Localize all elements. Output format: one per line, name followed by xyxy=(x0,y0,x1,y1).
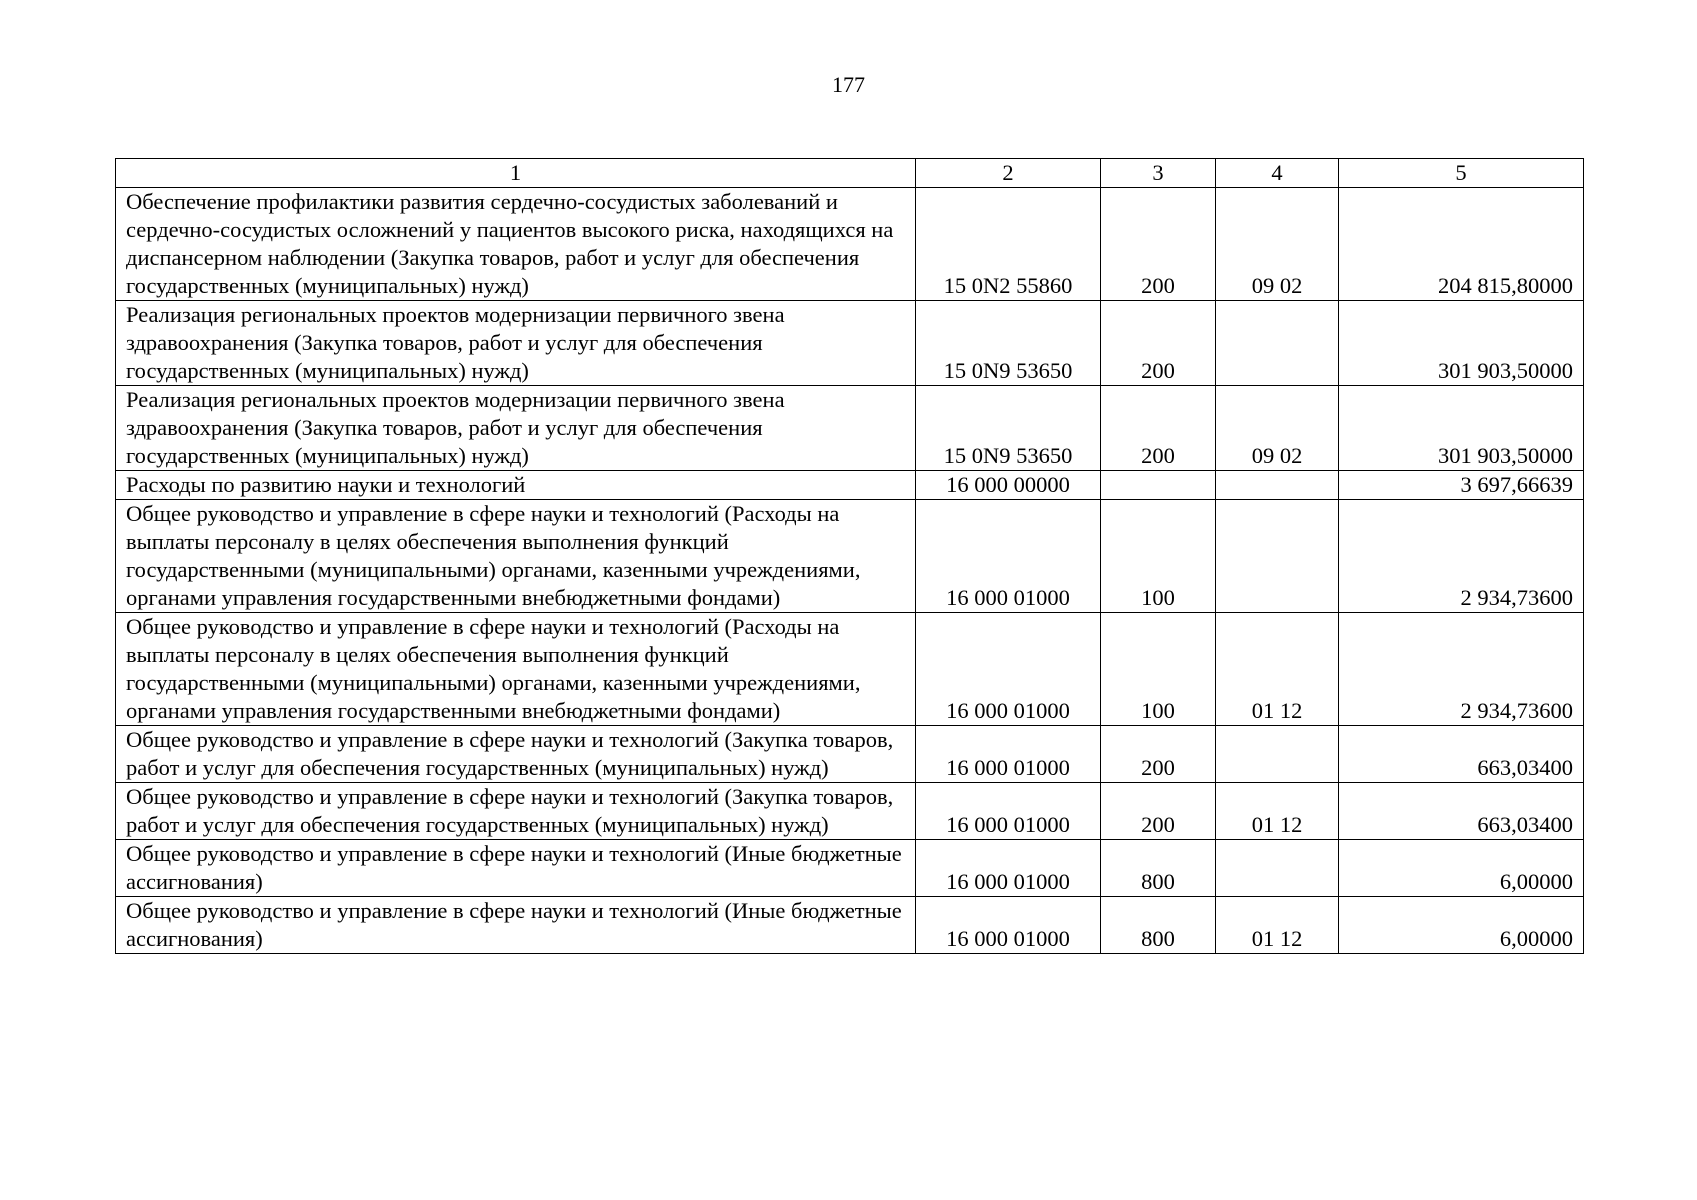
row-amount: 301 903,50000 xyxy=(1339,386,1584,471)
row-section xyxy=(1216,301,1339,386)
table-row xyxy=(116,840,1584,897)
row-description: Общее руководство и управление в сфере науки и технологий (Закупка товаров, работ и услуг для обеспечения государственных (муниципальных) нужд) xyxy=(116,783,916,840)
row-amount: 663,03400 xyxy=(1339,783,1584,840)
column-header: 5 xyxy=(1339,159,1584,188)
row-expense-type: 100 xyxy=(1101,613,1216,726)
table-row xyxy=(116,500,1584,613)
table-header-row xyxy=(116,159,1584,188)
row-section xyxy=(1216,840,1339,897)
row-target-code: 16 000 01000 xyxy=(916,613,1101,726)
row-description: Реализация региональных проектов модернизации первичного звена здравоохранения (Закупка товаров, работ и услуг для обеспечения государственных (муниципальных) нужд) xyxy=(116,301,916,386)
row-section: 01 12 xyxy=(1216,897,1339,954)
row-target-code: 15 0N9 53650 xyxy=(916,386,1101,471)
row-expense-type xyxy=(1101,471,1216,500)
row-section: 09 02 xyxy=(1216,188,1339,301)
row-target-code: 16 000 01000 xyxy=(916,500,1101,613)
table-row xyxy=(116,301,1584,386)
row-expense-type: 100 xyxy=(1101,500,1216,613)
row-section xyxy=(1216,471,1339,500)
row-target-code: 15 0N9 53650 xyxy=(916,301,1101,386)
table-row xyxy=(116,783,1584,840)
row-amount: 3 697,66639 xyxy=(1339,471,1584,500)
row-section: 01 12 xyxy=(1216,783,1339,840)
row-expense-type: 800 xyxy=(1101,897,1216,954)
row-expense-type: 200 xyxy=(1101,301,1216,386)
row-section xyxy=(1216,500,1339,613)
table-row xyxy=(116,188,1584,301)
row-target-code: 16 000 01000 xyxy=(916,840,1101,897)
table-row xyxy=(116,471,1584,500)
page-number: 177 xyxy=(832,72,865,97)
row-amount: 2 934,73600 xyxy=(1339,500,1584,613)
row-section: 01 12 xyxy=(1216,613,1339,726)
table-row xyxy=(116,386,1584,471)
column-header: 4 xyxy=(1216,159,1339,188)
row-amount: 6,00000 xyxy=(1339,840,1584,897)
column-header: 2 xyxy=(916,159,1101,188)
row-amount: 6,00000 xyxy=(1339,897,1584,954)
table-row xyxy=(116,726,1584,783)
table-row xyxy=(116,613,1584,726)
row-expense-type: 200 xyxy=(1101,188,1216,301)
row-expense-type: 200 xyxy=(1101,726,1216,783)
row-description: Общее руководство и управление в сфере науки и технологий (Расходы на выплаты персоналу в целях обеспечения выполнения функций государственными (муниципальными) органами, казенными учреждениями, органами управления государственными внебюджетными фондами) xyxy=(116,613,916,726)
row-amount: 204 815,80000 xyxy=(1339,188,1584,301)
row-target-code: 15 0N2 55860 xyxy=(916,188,1101,301)
row-expense-type: 200 xyxy=(1101,783,1216,840)
column-header: 3 xyxy=(1101,159,1216,188)
row-description: Обеспечение профилактики развития сердечно-сосудистых заболеваний и сердечно-сосудистых осложнений у пациентов высокого риска, находящихся на диспансерном наблюдении (Закупка товаров, работ и услуг для обеспечения государственных (муниципальных) нужд) xyxy=(116,188,916,301)
row-description: Общее руководство и управление в сфере науки и технологий (Расходы на выплаты персоналу в целях обеспечения выполнения функций государственными (муниципальными) органами, казенными учреждениями, органами управления государственными внебюджетными фондами) xyxy=(116,500,916,613)
row-description: Общее руководство и управление в сфере науки и технологий (Иные бюджетные ассигнования) xyxy=(116,897,916,954)
table-row xyxy=(116,897,1584,954)
row-section: 09 02 xyxy=(1216,386,1339,471)
row-target-code: 16 000 01000 xyxy=(916,897,1101,954)
row-expense-type: 800 xyxy=(1101,840,1216,897)
row-target-code: 16 000 01000 xyxy=(916,783,1101,840)
row-section xyxy=(1216,726,1339,783)
row-description: Расходы по развитию науки и технологий xyxy=(116,471,916,500)
row-target-code: 16 000 01000 xyxy=(916,726,1101,783)
row-amount: 2 934,73600 xyxy=(1339,613,1584,726)
row-amount: 301 903,50000 xyxy=(1339,301,1584,386)
row-expense-type: 200 xyxy=(1101,386,1216,471)
row-description: Общее руководство и управление в сфере науки и технологий (Закупка товаров, работ и услуг для обеспечения государственных (муниципальных) нужд) xyxy=(116,726,916,783)
column-header: 1 xyxy=(116,159,916,188)
row-amount: 663,03400 xyxy=(1339,726,1584,783)
row-target-code: 16 000 00000 xyxy=(916,471,1101,500)
row-description: Общее руководство и управление в сфере науки и технологий (Иные бюджетные ассигнования) xyxy=(116,840,916,897)
budget-table xyxy=(115,158,1584,954)
row-description: Реализация региональных проектов модернизации первичного звена здравоохранения (Закупка товаров, работ и услуг для обеспечения государственных (муниципальных) нужд) xyxy=(116,386,916,471)
